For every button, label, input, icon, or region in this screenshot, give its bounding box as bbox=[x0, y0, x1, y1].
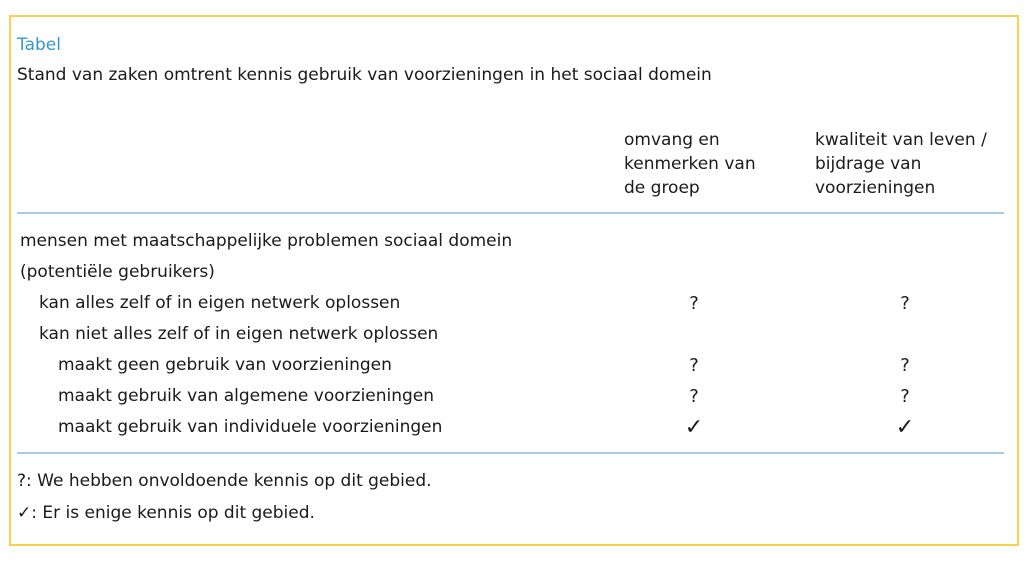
table-title: Stand van zaken omtrent kennis gebruik van voorzieningen in het sociaal domein bbox=[17, 65, 712, 85]
row-value-kwaliteit: ? bbox=[900, 355, 910, 376]
header-divider bbox=[17, 212, 1004, 214]
table-row bbox=[0, 381, 1030, 412]
row-label: maakt gebruik van algemene voorzieningen bbox=[58, 386, 435, 406]
row-label: kan alles zelf of in eigen netwerk oplossen bbox=[39, 293, 401, 313]
column-header-kwaliteit: kwaliteit van leven / bijdrage van voorzieningen bbox=[815, 130, 987, 198]
column-header-omvang: omvang en kenmerken van de groep bbox=[624, 130, 756, 198]
check-mark-icon: ✓ bbox=[17, 503, 32, 523]
table-row bbox=[0, 226, 1030, 257]
row-label: kan niet alles zelf of in eigen netwerk oplossen bbox=[39, 324, 439, 344]
footer-divider bbox=[17, 452, 1004, 454]
row-value-kwaliteit: ? bbox=[900, 293, 910, 314]
table-row bbox=[0, 257, 1030, 288]
row-label: (potentiële gebruikers) bbox=[20, 262, 215, 282]
table-row bbox=[0, 350, 1030, 381]
row-value-omvang: ? bbox=[689, 355, 699, 376]
legend-text: : Er is enige kennis op dit gebied. bbox=[31, 503, 315, 523]
table-row bbox=[0, 288, 1030, 319]
row-value-kwaliteit: ? bbox=[900, 386, 910, 407]
row-label: maakt gebruik van individuele voorzieningen bbox=[58, 417, 443, 437]
table-row bbox=[0, 319, 1030, 350]
row-label: mensen met maatschappelijke problemen sociaal domein bbox=[20, 231, 513, 251]
row-label: maakt geen gebruik van voorzieningen bbox=[58, 355, 392, 375]
legend-check bbox=[17, 499, 315, 527]
legend-question bbox=[17, 467, 432, 495]
question-mark-icon: ? bbox=[17, 471, 27, 491]
row-value-omvang: ? bbox=[689, 293, 699, 314]
check-mark-icon: ✓ bbox=[684, 415, 704, 440]
legend-text: : We hebben onvoldoende kennis op dit gebied. bbox=[26, 471, 432, 491]
table-row bbox=[0, 412, 1030, 443]
caption-label: Tabel bbox=[17, 35, 61, 55]
row-value-omvang: ? bbox=[689, 386, 699, 407]
check-mark-icon: ✓ bbox=[895, 415, 915, 440]
